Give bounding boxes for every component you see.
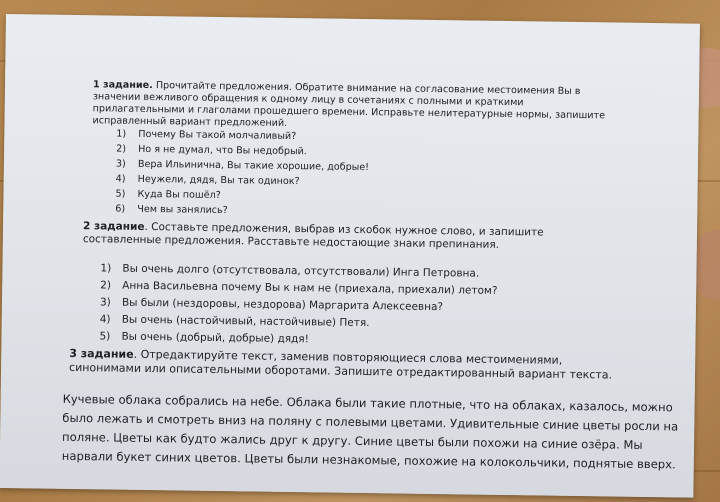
task2-item: 3) Вы были (нездоровы, нездорова) Маргарита Алексеевна? [99,296,444,314]
task2-title: 2 задание [82,220,145,233]
task3-instruction [69,347,629,383]
document-sheet [0,14,700,498]
task3-title: 3 задание [69,346,134,361]
task1-title: 1 задание. [92,79,153,92]
task1-item: 5) Куда Вы пошёл? [115,188,221,202]
task2-text: . Составьте предложения, выбрав из скобок нужное слово, и запишите составленные предложения. Расставьте недостающие знаки препинания. [82,220,544,251]
task2-item: 2) Анна Васильевна почему Вы к нам не (приехала, приехали) летом? [100,279,498,297]
task2-item: 5) Вы очень (добрый, добрые) дядя! [99,330,309,346]
task1-item: 1) Почему Вы такой молчаливый? [116,128,297,143]
task1-instruction [92,79,613,134]
task1-item: 2) Но я не думал, что Вы недобрый. [116,143,307,158]
task1-text: Прочитайте предложения. Обратите внимание на согласование местоимения Вы в значении вежливого обращения к одному лицу в сочетаниях с полными и краткими прилагательными и глаголами прошедшего времени. Исправьте нелитературные нормы, запишите исправленный вариант предложений. [92,80,606,129]
task3-paragraph: Кучевые облака собрались на небе. Облака были такие плотные, что на облаках, казалось, можно было лежать и смотреть вниз на поляну с полевыми цветами. Удивительные синие цветы росли на поляне. Цветы как будто жались друг к другу. Синие цветы были похожи на синие озёра. Мы нарвали букет синих цветов. Цветы были незнакомые, похожие на колокольчики, поднятые вверх. [61,391,679,472]
task2-instruction [83,220,563,253]
task1-item: 3) Вера Ильинична, Вы такие хорошие, добрые! [115,158,370,174]
task2-item: 1) Вы очень долго (отсутствовала, отсутствовали) Инга Петровна. [100,262,480,280]
task2-item: 4) Вы очень (настойчивый, настойчивые) Петя. [99,313,370,330]
task3-text: . Отредактируйте текст, заменив повторяющиеся слова местоимениями, синонимами или описательными оборотами. Запишите отредактированный вариант текста. [68,347,613,382]
task1-item: 6) Чем вы занялись? [115,203,228,217]
task1-item: 4) Неужели, дядя, Вы так одинок? [115,173,300,188]
